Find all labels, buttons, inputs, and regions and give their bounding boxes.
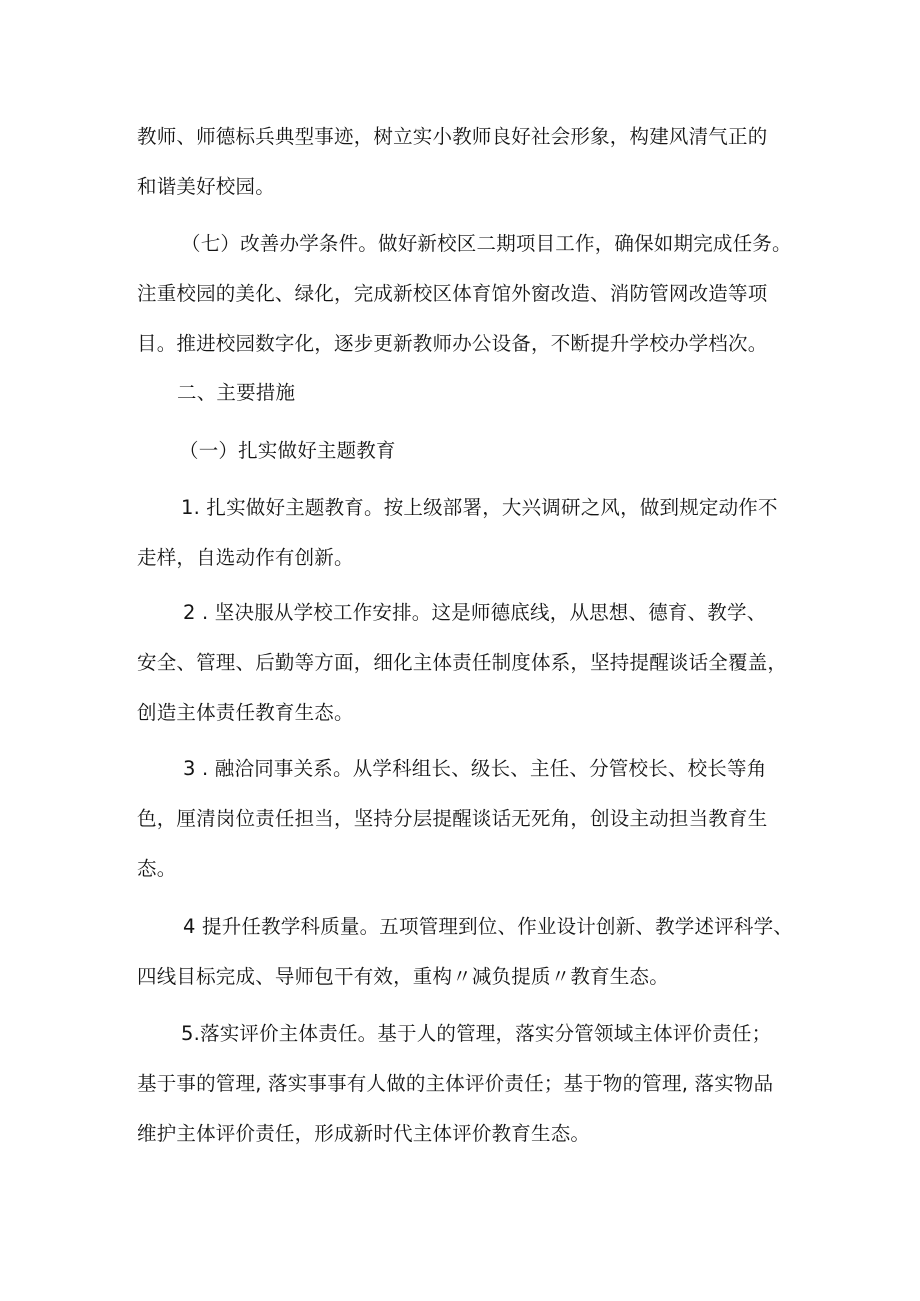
- text-line: 基于事的管理, 落实事事有人做的主体评价责任；基于物的管理, 落实物品: [137, 1072, 774, 1095]
- text-line: 1. 扎实做好主题教育。按上级部署，大兴调研之风，做到规定动作不: [181, 496, 778, 519]
- paragraph-continuation: [137, 112, 797, 212]
- text-line: 安全、管理、后勤等方面，细化主体责任制度体系，坚持提醒谈话全覆盖，: [137, 651, 788, 674]
- text-line: 走样，自选动作有创新。: [137, 546, 354, 569]
- paragraph-item-7: [137, 219, 797, 369]
- text-line: 色，厘清岗位责任担当，坚持分层提醒谈话无死角，创设主动担当教育生: [137, 807, 768, 830]
- paragraph-measure-3: [137, 744, 797, 894]
- text-line: 和谐美好校园。: [137, 175, 275, 198]
- heading-text: 二、主要措施: [177, 381, 296, 404]
- heading-text: （一）扎实做好主题教育: [179, 439, 396, 462]
- text-line: 2 . 坚决服从学校工作安排。这是师德底线，从思想、德育、教学、: [183, 601, 767, 624]
- section-heading: [137, 368, 797, 418]
- text-line: 四线目标完成、导师包干有效，重构〃减负提质〃教育生态。: [137, 965, 669, 988]
- text-line: 4 提升任教学科质量。五项管理到位、作业设计创新、教学述评科学、: [183, 915, 794, 938]
- text-line: 创造主体责任教育生态。: [137, 701, 354, 724]
- paragraph-measure-1: [137, 483, 797, 583]
- paragraph-measure-4: [137, 902, 797, 1002]
- text-line: （七）改善办学条件。做好新校区二期项目工作，确保如期完成任务。: [181, 232, 792, 255]
- text-line: 目。推进校园数字化，逐步更新教师办公设备，不断提升学校办学档次。: [137, 332, 768, 355]
- paragraph-measure-2: [137, 588, 797, 738]
- text-line: 注重校园的美化、绿化，完成新校区体育馆外窗改造、消防管网改造等项: [137, 282, 768, 305]
- text-line: 态。: [137, 857, 177, 880]
- text-line: 3 . 融洽同事关系。从学科组长、级长、主任、分管校长、校长等角: [183, 757, 767, 780]
- text-line: 教师、师德标兵典型事迹，树立实小教师良好社会形象，构建风清气正的: [137, 125, 768, 148]
- paragraph-measure-5: [137, 1009, 797, 1159]
- text-line: 维护主体评价责任，形成新时代主体评价教育生态。: [137, 1122, 591, 1145]
- subsection-heading: [137, 426, 797, 476]
- text-line: 5.落实评价主体责任。基于人的管理，落实分管领域主体评价责任；: [181, 1022, 772, 1045]
